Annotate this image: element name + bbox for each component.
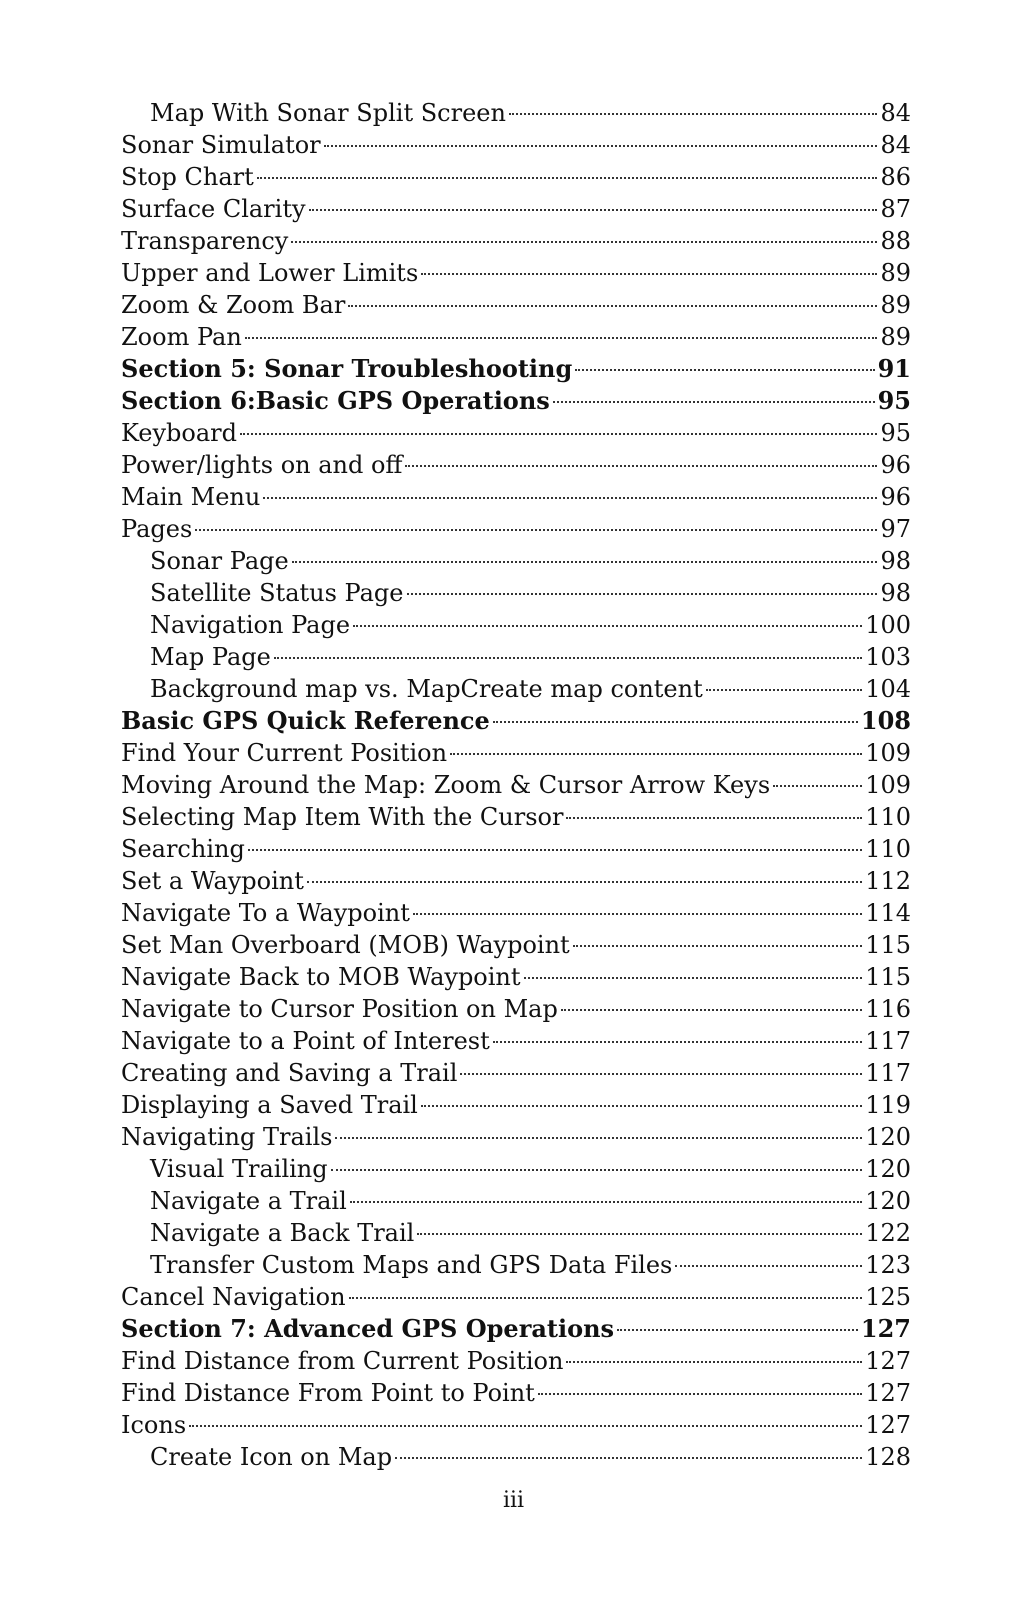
toc-entry-title: Navigate a Trail	[150, 1187, 347, 1215]
dot-leader	[450, 753, 862, 755]
dot-leader	[331, 1169, 863, 1171]
toc-entry-page-number: 84	[880, 131, 911, 159]
toc-entry-page-number: 117	[865, 1027, 911, 1055]
toc-entry-page-number: 120	[865, 1155, 911, 1183]
toc-entry	[121, 225, 911, 257]
toc-entry-page-number: 123	[865, 1251, 911, 1279]
toc-entry	[121, 929, 911, 961]
toc-entry-title: Upper and Lower Limits	[121, 259, 419, 287]
toc-entry	[121, 769, 911, 801]
dot-leader	[324, 145, 878, 147]
toc-entry-page-number: 112	[865, 867, 911, 895]
dot-leader	[348, 305, 877, 307]
dot-leader	[350, 1201, 862, 1203]
toc-entry-title: Map With Sonar Split Screen	[150, 99, 506, 127]
toc-entry-page-number: 108	[860, 706, 911, 735]
toc-entry-title: Map Page	[150, 643, 271, 671]
toc-entry-title: Section 5: Sonar Troubleshooting	[121, 354, 573, 383]
toc-entry	[121, 257, 911, 289]
dot-leader	[291, 241, 877, 243]
toc-entry-page-number: 116	[865, 995, 911, 1023]
toc-entry-title: Section 6:Basic GPS Operations	[121, 386, 550, 415]
toc-entry	[121, 449, 911, 481]
toc-entry	[121, 97, 911, 129]
toc-entry	[121, 481, 911, 513]
dot-leader	[274, 657, 862, 659]
toc-entry-title: Transparency	[121, 227, 289, 255]
dot-leader	[493, 721, 858, 723]
dot-leader	[195, 529, 877, 531]
toc-entry	[121, 161, 911, 193]
toc-entry-title: Find Your Current Position	[121, 739, 448, 767]
toc-entry	[121, 1089, 911, 1121]
dot-leader	[417, 1233, 862, 1235]
page-number: iii	[502, 1488, 525, 1513]
toc-entry-page-number: 120	[865, 1123, 911, 1151]
toc-entry	[121, 865, 911, 897]
toc-entry	[121, 993, 911, 1025]
dot-leader	[553, 401, 875, 403]
toc-entry-title: Navigate to a Point of Interest	[121, 1027, 490, 1055]
toc-entry	[121, 1441, 911, 1473]
toc-entry-title: Background map vs. MapCreate map content	[150, 675, 703, 703]
toc-entry-page-number: 89	[880, 259, 911, 287]
toc-entry	[121, 321, 911, 353]
toc-section-heading	[121, 1313, 911, 1345]
dot-leader	[575, 369, 874, 371]
toc-entry	[121, 1377, 911, 1409]
toc-entry-title: Find Distance From Point to Point	[121, 1379, 535, 1407]
dot-leader	[561, 1009, 862, 1011]
toc-entry-page-number: 125	[865, 1283, 911, 1311]
toc-entry-title: Displaying a Saved Trail	[121, 1091, 418, 1119]
toc-entry	[121, 193, 911, 225]
toc-entry-page-number: 95	[880, 419, 911, 447]
toc-entry-title: Zoom Pan	[121, 323, 242, 351]
toc-entry-title: Basic GPS Quick Reference	[121, 706, 490, 735]
toc-entry-page-number: 110	[865, 835, 911, 863]
toc-entry	[121, 129, 911, 161]
toc-entry-title: Sonar Simulator	[121, 131, 321, 159]
dot-leader	[405, 465, 877, 467]
toc-entry-title: Zoom & Zoom Bar	[121, 291, 346, 319]
toc-entry-title: Keyboard	[121, 419, 238, 447]
dot-leader	[509, 113, 878, 115]
dot-leader	[421, 1105, 862, 1107]
toc-entry-title: Navigation Page	[150, 611, 351, 639]
dot-leader	[460, 1073, 862, 1075]
toc-entry-title: Navigate to Cursor Position on Map	[121, 995, 558, 1023]
dot-leader	[538, 1393, 862, 1395]
toc-entry-title: Navigate To a Waypoint	[121, 899, 410, 927]
toc-entry	[121, 801, 911, 833]
toc-entry-page-number: 96	[880, 451, 911, 479]
toc-entry-title: Navigate a Back Trail	[150, 1219, 415, 1247]
table-of-contents	[121, 97, 911, 1473]
toc-entry	[121, 545, 911, 577]
toc-entry-page-number: 100	[865, 611, 911, 639]
dot-leader	[257, 177, 878, 179]
toc-entry-page-number: 95	[877, 386, 911, 415]
toc-entry-title: Sonar Page	[150, 547, 289, 575]
toc-entry	[121, 289, 911, 321]
toc-entry-title: Selecting Map Item With the Cursor	[121, 803, 564, 831]
toc-entry-page-number: 127	[865, 1347, 911, 1375]
dot-leader	[407, 593, 878, 595]
toc-entry-title: Searching	[121, 835, 245, 863]
dot-leader	[189, 1425, 862, 1427]
toc-entry-title: Find Distance from Current Position	[121, 1347, 564, 1375]
toc-entry-page-number: 127	[865, 1411, 911, 1439]
toc-entry-title: Navigate Back to MOB Waypoint	[121, 963, 521, 991]
toc-entry	[121, 609, 911, 641]
dot-leader	[493, 1041, 862, 1043]
dot-leader	[773, 785, 862, 787]
toc-entry-page-number: 98	[880, 579, 911, 607]
toc-entry-page-number: 115	[865, 931, 911, 959]
toc-section-heading	[121, 353, 911, 385]
dot-leader	[421, 273, 877, 275]
toc-entry-title: Set a Waypoint	[121, 867, 304, 895]
dot-leader	[335, 1137, 862, 1139]
toc-entry	[121, 1249, 911, 1281]
toc-entry-title: Satellite Status Page	[150, 579, 404, 607]
toc-entry	[121, 417, 911, 449]
toc-entry-title: Creating and Saving a Trail	[121, 1059, 458, 1087]
dot-leader	[240, 433, 877, 435]
toc-entry-page-number: 109	[865, 739, 911, 767]
dot-leader	[617, 1329, 858, 1331]
toc-entry	[121, 1121, 911, 1153]
toc-entry-page-number: 97	[880, 515, 911, 543]
toc-entry-page-number: 104	[865, 675, 911, 703]
toc-entry-page-number: 114	[865, 899, 911, 927]
dot-leader	[307, 881, 862, 883]
toc-entry	[121, 1281, 911, 1313]
toc-entry-page-number: 109	[865, 771, 911, 799]
toc-entry-title: Power/lights on and off	[121, 451, 403, 479]
toc-entry-page-number: 89	[880, 323, 911, 351]
toc-entry-title: Transfer Custom Maps and GPS Data Files	[150, 1251, 673, 1279]
toc-entry-page-number: 84	[880, 99, 911, 127]
toc-entry-title: Visual Trailing	[150, 1155, 328, 1183]
toc-entry-page-number: 127	[860, 1314, 911, 1343]
toc-entry-page-number: 98	[880, 547, 911, 575]
toc-entry-page-number: 91	[877, 354, 911, 383]
toc-entry-page-number: 86	[880, 163, 911, 191]
toc-entry	[121, 1185, 911, 1217]
toc-entry-page-number: 115	[865, 963, 911, 991]
toc-entry	[121, 1409, 911, 1441]
toc-entry	[121, 737, 911, 769]
toc-entry-page-number: 127	[865, 1379, 911, 1407]
dot-leader	[706, 689, 862, 691]
toc-entry-page-number: 120	[865, 1187, 911, 1215]
toc-entry	[121, 673, 911, 705]
toc-entry-page-number: 89	[880, 291, 911, 319]
toc-entry-title: Icons	[121, 1411, 187, 1439]
dot-leader	[263, 497, 877, 499]
toc-entry-title: Stop Chart	[121, 163, 254, 191]
toc-entry	[121, 1345, 911, 1377]
toc-entry-title: Create Icon on Map	[150, 1443, 393, 1471]
toc-entry	[121, 833, 911, 865]
dot-leader	[245, 337, 878, 339]
toc-entry-title: Set Man Overboard (MOB) Waypoint	[121, 931, 570, 959]
toc-entry-title: Cancel Navigation	[121, 1283, 346, 1311]
toc-entry	[121, 1153, 911, 1185]
toc-entry-page-number: 119	[865, 1091, 911, 1119]
toc-entry-page-number: 128	[865, 1443, 911, 1471]
dot-leader	[566, 817, 862, 819]
toc-entry-title: Pages	[121, 515, 193, 543]
dot-leader	[675, 1265, 862, 1267]
toc-entry-page-number: 117	[865, 1059, 911, 1087]
toc-entry-title: Moving Around the Map: Zoom & Cursor Arrow Keys	[121, 771, 771, 799]
toc-entry-page-number: 88	[880, 227, 911, 255]
toc-entry	[121, 897, 911, 929]
dot-leader	[413, 913, 862, 915]
toc-entry-title: Surface Clarity	[121, 195, 306, 223]
dot-leader	[395, 1457, 862, 1459]
toc-entry	[121, 1025, 911, 1057]
dot-leader	[349, 1297, 863, 1299]
toc-entry-page-number: 103	[865, 643, 911, 671]
toc-entry	[121, 1217, 911, 1249]
dot-leader	[248, 849, 862, 851]
toc-section-heading	[121, 385, 911, 417]
toc-entry-title: Main Menu	[121, 483, 261, 511]
toc-entry-page-number: 87	[880, 195, 911, 223]
toc-entry-page-number: 122	[865, 1219, 911, 1247]
toc-entry-title: Navigating Trails	[121, 1123, 333, 1151]
dot-leader	[292, 561, 878, 563]
toc-entry	[121, 577, 911, 609]
dot-leader	[566, 1361, 862, 1363]
dot-leader	[573, 945, 863, 947]
toc-entry	[121, 961, 911, 993]
toc-entry	[121, 1057, 911, 1089]
toc-section-heading	[121, 705, 911, 737]
toc-entry-page-number: 96	[880, 483, 911, 511]
toc-entry-page-number: 110	[865, 803, 911, 831]
toc-entry-title: Section 7: Advanced GPS Operations	[121, 1314, 615, 1343]
dot-leader	[309, 209, 878, 211]
dot-leader	[353, 625, 862, 627]
toc-entry	[121, 513, 911, 545]
dot-leader	[524, 977, 863, 979]
toc-entry	[121, 641, 911, 673]
